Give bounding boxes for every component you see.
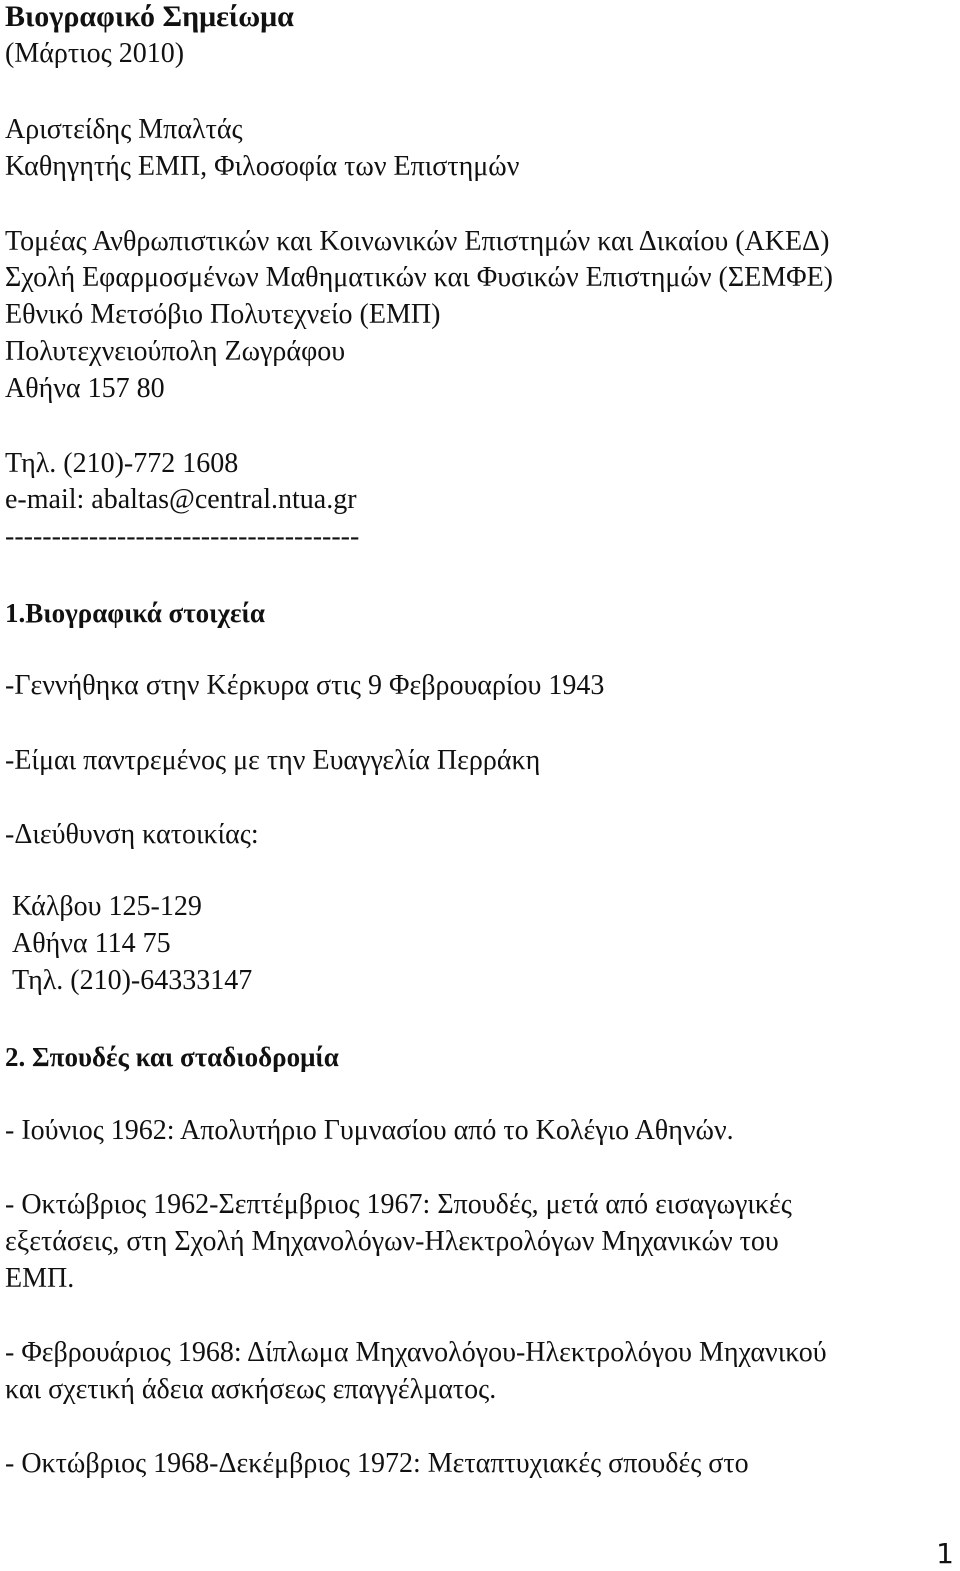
address-department: Τομέας Ανθρωπιστικών και Κοινωνικών Επιστημών και Δικαίου (ΑΚΕΔ) — [5, 226, 830, 257]
author-name: Αριστείδης Μπαλτάς — [5, 114, 243, 145]
address-school: Σχολή Εφαρμοσμένων Μαθηματικών και Φυσικών Επιστημών (ΣΕΜΦΕ) — [5, 262, 834, 293]
bio-born: -Γεννήθηκα στην Κέρκυρα στις 9 Φεβρουαρίου 1943 — [5, 670, 605, 701]
contact-phone: Τηλ. (210)-772 1608 — [5, 448, 239, 479]
section-heading-bio: 1.Βιογραφικά στοιχεία — [5, 598, 265, 628]
address-campus: Πολυτεχνειούπολη Ζωγράφου — [5, 336, 346, 367]
studies-item-line: - Ιούνιος 1962: Απολυτήριο Γυμνασίου από το Κολέγιο Αθηνών. — [5, 1115, 734, 1146]
address-university: Εθνικό Μετσόβιο Πολυτεχνείο (ΕΜΠ) — [5, 299, 441, 330]
studies-item-line: ΕΜΠ. — [5, 1263, 75, 1294]
studies-item-line: - Οκτώβριος 1962-Σεπτέμβριος 1967: Σπουδές, μετά από εισαγωγικές — [5, 1189, 792, 1220]
bio-married: -Είμαι παντρεμένος με την Ευαγγελία Περράκη — [5, 745, 541, 776]
author-position: Καθηγητής ΕΜΠ, Φιλοσοφία των Επιστημών — [5, 151, 520, 182]
studies-item-line: και σχετική άδεια ασκήσεως επαγγέλματος. — [5, 1374, 497, 1405]
bio-home-street: Κάλβου 125-129 — [12, 891, 202, 922]
document-title: Βιογραφικό Σημείωμα — [5, 0, 294, 33]
contact-divider: -------------------------------------- — [5, 521, 360, 552]
studies-item-line: - Φεβρουάριος 1968: Δίπλωμα Μηχανολόγου-Ηλεκτρολόγου Μηχανικού — [5, 1337, 827, 1368]
section-heading-studies: 2. Σπουδές και σταδιοδρομία — [5, 1042, 339, 1072]
bio-address-label: -Διεύθυνση κατοικίας: — [5, 819, 259, 850]
page-number: 1 — [936, 1537, 954, 1570]
bio-home-phone: Τηλ. (210)-64333147 — [12, 965, 253, 996]
document-date: (Μάρτιος 2010) — [5, 38, 185, 69]
address-city: Αθήνα 157 80 — [5, 373, 165, 404]
studies-item-line: εξετάσεις, στη Σχολή Μηχανολόγων-Ηλεκτρολόγων Μηχανικών του — [5, 1226, 779, 1257]
contact-email: e-mail: abaltas@central.ntua.gr — [5, 484, 357, 515]
studies-item-line: - Οκτώβριος 1968-Δεκέμβριος 1972: Μεταπτυχιακές σπουδές στο — [5, 1448, 749, 1479]
bio-home-city: Αθήνα 114 75 — [12, 928, 171, 959]
